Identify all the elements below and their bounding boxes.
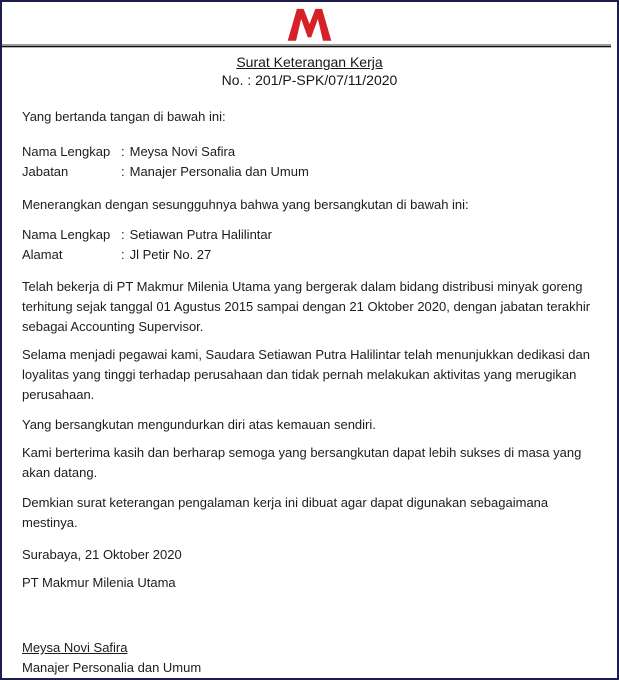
signature-title: Manajer Personalia dan Umum: [22, 660, 202, 675]
field-value: Manajer Personalia dan Umum: [129, 164, 309, 179]
paragraph-closing: Demkian surat keterangan pengalaman kerja ini dibuat agar dapat digunakan sebagaimana mestinya.: [22, 495, 549, 530]
letterhead: [2, 2, 617, 42]
letter-header: [2, 53, 617, 89]
paragraph-employment: Telah bekerja di PT Makmur Milenia Utama yang bergerak dalam bidang distribusi minyak goreng terhitung sejak tanggal 01 Agustus 2015 sampai dengan 21 Oktober 2020, dengan jabatan terakhir sebagai Accounting Supervisor.: [22, 279, 591, 334]
field-row-employee-name: [22, 225, 595, 245]
paragraph-wishes: Kami berterima kasih dan berharap semoga yang bersangkutan dapat lebih sukses di masa yang akan datang.: [22, 445, 582, 480]
employee-fields: [22, 225, 595, 265]
company-m-logo-icon: [286, 6, 333, 42]
letter-number: No. : 201/P-SPK/07/11/2020: [221, 72, 398, 88]
company-line: PT Makmur Milenia Utama: [22, 575, 176, 590]
field-value: Meysa Novi Safira: [129, 144, 236, 159]
paragraph-resignation: Yang bersangkutan mengundurkan diri atas kemauan sendiri.: [22, 417, 376, 432]
field-label: Nama Lengkap: [22, 144, 111, 159]
field-colon: :: [121, 164, 125, 179]
intro-line: Yang bertanda tangan di bawah ini:: [22, 109, 226, 124]
field-colon: :: [121, 247, 125, 262]
field-label: Alamat: [22, 247, 63, 262]
letter-body: [2, 107, 617, 678]
field-row-signer-name: [22, 142, 595, 162]
field-label: Nama Lengkap: [22, 227, 111, 242]
letter-title: Surat Keterangan Kerja: [236, 54, 383, 70]
field-row-employee-address: [22, 245, 595, 265]
field-colon: :: [121, 144, 125, 159]
signature-name: Meysa Novi Safira: [22, 640, 128, 655]
place-date-line: Surabaya, 21 Oktober 2020: [22, 547, 182, 562]
field-label: Jabatan: [22, 164, 69, 179]
field-colon: :: [121, 227, 125, 242]
statement-line: Menerangkan dengan sesungguhnya bahwa yang bersangkutan di bawah ini:: [22, 197, 469, 212]
paragraph-conduct: Selama menjadi pegawai kami, Saudara Setiawan Putra Halilintar telah menunjukkan dedikasi dan loyalitas yang tinggi terhadap perusahaan dan tidak pernah melakukan aktivitas yang merugikan perusahaan.: [22, 347, 590, 402]
signer-fields: [22, 142, 595, 182]
field-row-signer-position: [22, 162, 595, 182]
signature-block: [22, 638, 595, 678]
field-value: Jl Petir No. 27: [129, 247, 212, 262]
field-value: Setiawan Putra Halilintar: [129, 227, 272, 242]
